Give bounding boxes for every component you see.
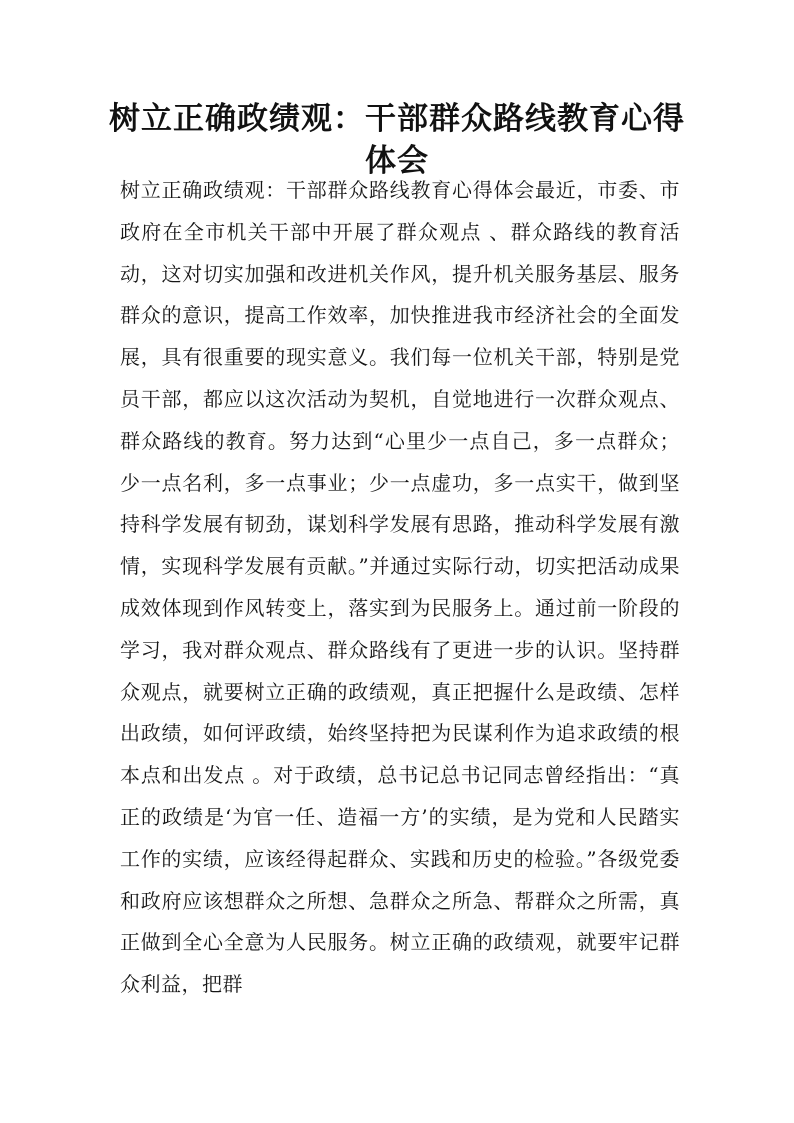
document-body-paragraph: 树立正确政绩观：干部群众路线教育心得体会最近，市委、市政府在全市机关干部中开展了群众观点 、群众路线的教育活动，这对切实加强和改进机关作风，提升机关服务基层、服务群众的意识，提高工作效率，加快推进我市经济社会的全面发展，具有很重要的现实意义。我们每一位机关干部，特别是党员干部，都应以这次活动为契机，自觉地进行一次群众观点、群众路线的教育。努力达到“心里少一点自己，多一点群众；少一点名利，多一点事业；少一点虚功，多一点实干，做到坚持科学发展有韧劲，谋划科学发展有思路，推动科学发展有激情，实现科学发展有贡献。”并通过实际行动，切实把活动成果成效体现到作风转变上，落实到为民服务上。通过前一阶段的学习，我对群众观点、群众路线有了更进一步的认识。坚持群众观点，就要树立正确的政绩观，真正把握什么是政绩、怎样出政绩，如何评政绩，始终坚持把为民谋利作为追求政绩的根本点和出发点 。对于政绩，总书记总书记同志曾经指出：“真正的政绩是‘为官一任、造福一方’的实绩，是为党和人民踏实工作的实绩，应该经得起群众、实践和历史的检验。”各级党委和政府应该想群众之所想、急群众之所急、帮群众之所需，真正做到全心全意为人民服务。树立正确的政绩观，就要牢记群众利益，把群 <box>120 178 680 997</box>
document-title: 树立正确政绩观：干部群众路线教育心得体会 <box>109 101 685 179</box>
